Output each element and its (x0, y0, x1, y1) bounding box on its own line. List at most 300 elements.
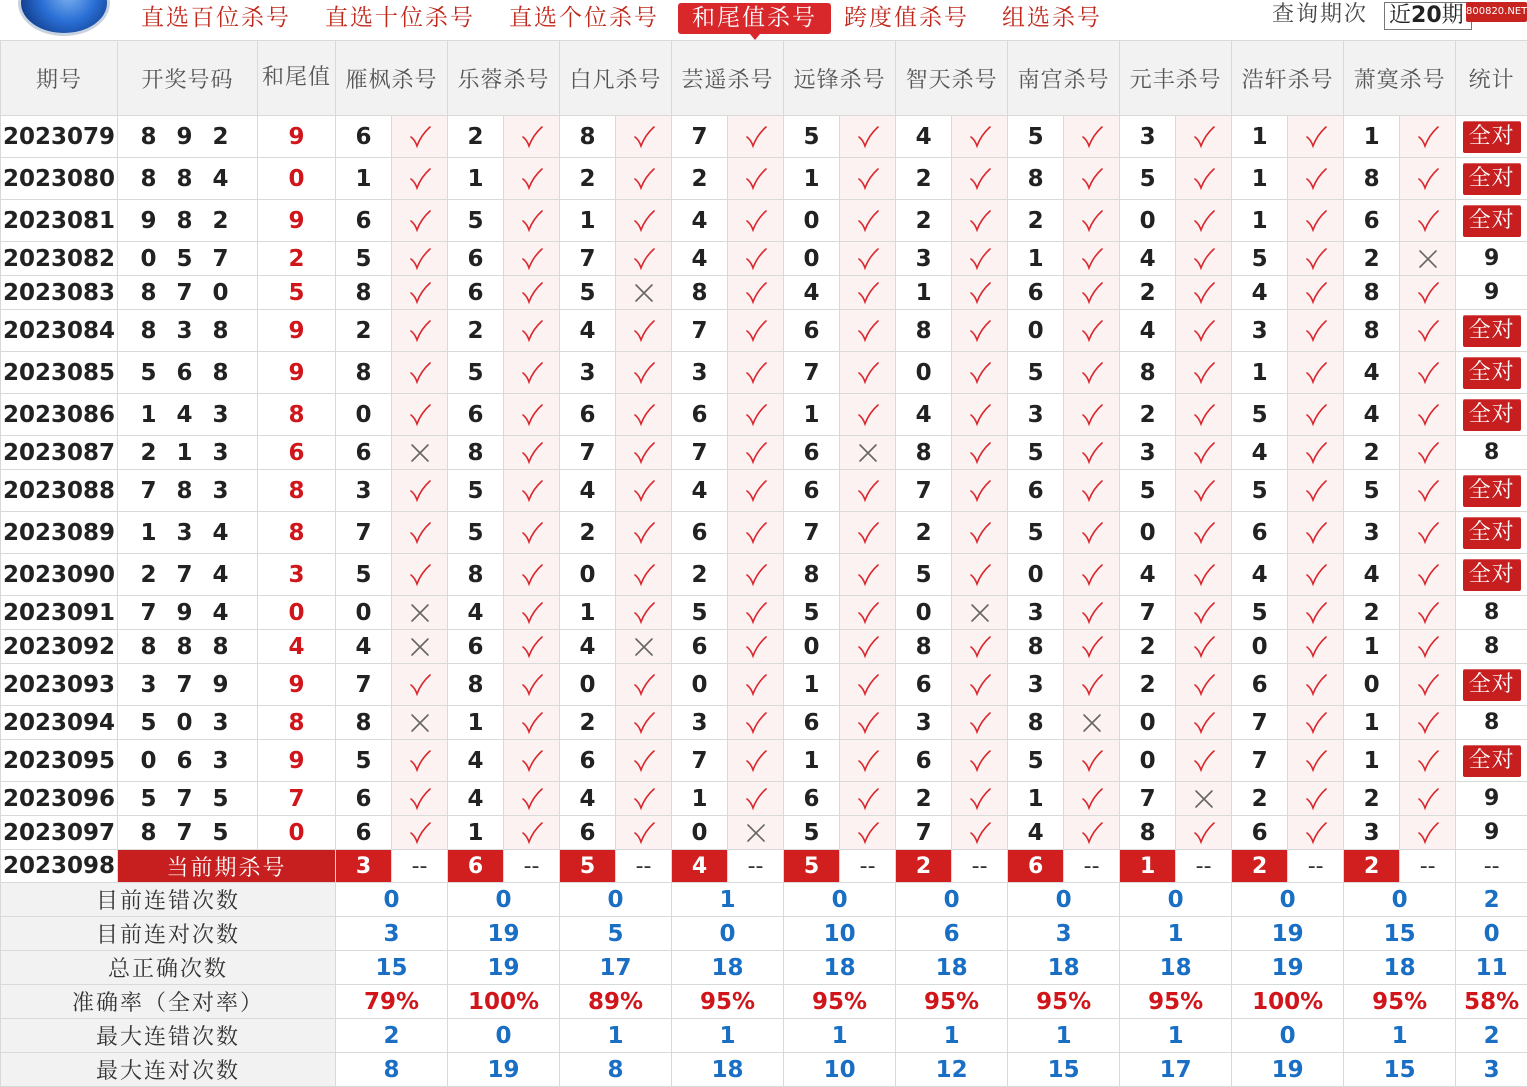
result-cell (1064, 352, 1120, 394)
result-cell (616, 512, 672, 554)
kill-number-cell: 7 (896, 816, 952, 850)
all-correct-badge: 全对 (1463, 205, 1521, 237)
kill-number-cell: 6 (448, 394, 504, 436)
period-select[interactable] (1384, 2, 1472, 30)
kill-number-cell: 8 (1008, 630, 1064, 664)
check-icon (967, 360, 993, 386)
result-cell (952, 276, 1008, 310)
result-cell (728, 554, 784, 596)
result-cell (840, 158, 896, 200)
check-icon (1079, 166, 1105, 192)
check-icon (1415, 166, 1441, 192)
kill-number-cell: 2 (1344, 436, 1400, 470)
summary-value: 79% (336, 985, 448, 1019)
result-cell (392, 352, 448, 394)
kill-number-cell: 2 (672, 554, 728, 596)
draw-number-cell: 1 3 4 (118, 512, 258, 554)
summary-value: 0 (1344, 883, 1456, 917)
check-icon (967, 786, 993, 812)
kill-number-cell: 5 (336, 554, 392, 596)
summary-label: 最大连对次数 (1, 1053, 336, 1087)
check-icon (743, 360, 769, 386)
draw-number-cell: 7 8 3 (118, 470, 258, 512)
check-icon (519, 634, 545, 660)
check-icon (1303, 360, 1329, 386)
table-row (1, 816, 1527, 850)
check-icon (631, 166, 657, 192)
check-icon (1415, 440, 1441, 466)
check-icon (519, 600, 545, 626)
result-cell (1400, 470, 1456, 512)
kill-number-cell: 6 (336, 782, 392, 816)
result-cell (1400, 310, 1456, 352)
check-icon (1303, 748, 1329, 774)
kill-number-cell: 1 (1232, 352, 1288, 394)
current-kill-number: 2 (896, 850, 952, 883)
result-cell (952, 596, 1008, 630)
result-cell (392, 664, 448, 706)
kill-number-cell: 5 (784, 596, 840, 630)
result-cell (1176, 554, 1232, 596)
summary-row (1, 883, 1527, 917)
kill-number-cell: 8 (336, 706, 392, 740)
kill-number-cell: 0 (896, 596, 952, 630)
kill-number-cell: 7 (784, 512, 840, 554)
check-icon (743, 402, 769, 428)
check-icon (743, 520, 769, 546)
check-icon (1415, 634, 1441, 660)
check-icon (743, 710, 769, 736)
kill-number-cell: 1 (1232, 116, 1288, 158)
summary-value: 1 (1120, 917, 1232, 951)
issue-cell: 2023095 (1, 740, 118, 782)
summary-stat-value: 0 (1456, 917, 1527, 951)
result-cell (504, 394, 560, 436)
check-icon (519, 318, 545, 344)
result-cell (1400, 706, 1456, 740)
check-icon (519, 478, 545, 504)
table-row (1, 310, 1527, 352)
result-cell (952, 740, 1008, 782)
result-cell (840, 436, 896, 470)
issue-cell: 2023082 (1, 242, 118, 276)
result-cell (1400, 512, 1456, 554)
check-icon (519, 520, 545, 546)
all-correct-badge: 全对 (1463, 315, 1521, 347)
result-cell (840, 394, 896, 436)
check-icon (1415, 600, 1441, 626)
check-icon (519, 280, 545, 306)
check-icon (1303, 208, 1329, 234)
summary-value: 18 (1344, 951, 1456, 985)
check-icon (631, 748, 657, 774)
table-row (1, 664, 1527, 706)
result-cell (1064, 664, 1120, 706)
result-cell (392, 436, 448, 470)
issue-cell: 2023092 (1, 630, 118, 664)
check-icon (1079, 246, 1105, 272)
kill-number-cell: 1 (672, 782, 728, 816)
kill-number-cell: 5 (1232, 470, 1288, 512)
check-icon (1303, 600, 1329, 626)
result-cell (616, 394, 672, 436)
check-icon (631, 478, 657, 504)
issue-cell: 2023088 (1, 470, 118, 512)
check-icon (1079, 208, 1105, 234)
check-icon (631, 562, 657, 588)
result-cell (840, 554, 896, 596)
result-cell (952, 706, 1008, 740)
kill-number-cell: 6 (448, 630, 504, 664)
check-icon (1415, 748, 1441, 774)
issue-cell: 2023097 (1, 816, 118, 850)
nav-span-kill[interactable]: 跨度值杀号 (844, 3, 969, 33)
check-icon (1191, 246, 1217, 272)
kill-number-cell: 6 (560, 816, 616, 850)
nav-group-kill[interactable]: 组选杀号 (1002, 3, 1102, 33)
current-kill-number: 2 (1232, 850, 1288, 883)
result-cell (1288, 436, 1344, 470)
kill-number-cell: 7 (784, 352, 840, 394)
kill-number-cell: 4 (896, 394, 952, 436)
kill-number-cell: 0 (784, 242, 840, 276)
result-cell (1064, 816, 1120, 850)
kill-number-cell: 5 (560, 276, 616, 310)
draw-number-cell: 9 8 2 (118, 200, 258, 242)
result-cell (504, 310, 560, 352)
summary-value: 89% (560, 985, 672, 1019)
check-icon (743, 562, 769, 588)
kill-number-cell: 2 (1120, 394, 1176, 436)
result-cell (952, 782, 1008, 816)
sum-tail-cell: 8 (258, 394, 336, 436)
current-result-placeholder: -- (728, 850, 784, 883)
kill-number-cell: 5 (448, 200, 504, 242)
check-icon (519, 208, 545, 234)
cross-icon (1415, 246, 1441, 272)
kill-number-cell: 3 (896, 242, 952, 276)
result-cell (728, 200, 784, 242)
check-icon (1303, 634, 1329, 660)
result-cell (1176, 158, 1232, 200)
current-result-placeholder: -- (504, 850, 560, 883)
draw-number-cell: 0 5 7 (118, 242, 258, 276)
header-expert: 远锋杀号 (784, 41, 896, 116)
result-cell (616, 116, 672, 158)
result-cell (1400, 596, 1456, 630)
check-icon (1191, 318, 1217, 344)
result-cell (728, 242, 784, 276)
kill-number-cell: 0 (560, 554, 616, 596)
kill-number-cell: 4 (1344, 352, 1400, 394)
sum-tail-cell: 6 (258, 436, 336, 470)
result-cell (1288, 470, 1344, 512)
issue-cell: 2023079 (1, 116, 118, 158)
result-cell (1064, 116, 1120, 158)
sum-tail-cell: 9 (258, 664, 336, 706)
summary-value: 1 (784, 1019, 896, 1053)
kill-number-cell: 4 (560, 310, 616, 352)
check-icon (855, 402, 881, 428)
summary-value: 17 (560, 951, 672, 985)
check-icon (519, 440, 545, 466)
watermark: 800820.NET (1466, 2, 1527, 22)
check-icon (855, 318, 881, 344)
kill-number-cell: 4 (1232, 554, 1288, 596)
all-correct-badge: 全对 (1463, 121, 1521, 153)
check-icon (743, 280, 769, 306)
kill-number-cell: 5 (448, 352, 504, 394)
issue-cell: 2023089 (1, 512, 118, 554)
result-cell (952, 554, 1008, 596)
kill-number-cell: 5 (1008, 436, 1064, 470)
header-issue: 期号 (1, 41, 118, 116)
check-icon (855, 786, 881, 812)
check-icon (407, 520, 433, 546)
table-row (1, 242, 1527, 276)
result-cell (392, 740, 448, 782)
kill-number-cell: 4 (672, 242, 728, 276)
table-row (1, 512, 1527, 554)
result-cell (504, 352, 560, 394)
summary-value: 1 (1344, 1019, 1456, 1053)
summary-stat-value: 3 (1456, 1053, 1527, 1087)
result-cell (616, 740, 672, 782)
nav-hundreds-kill[interactable]: 直选百位杀号 (141, 3, 291, 33)
result-cell (392, 116, 448, 158)
result-cell (1176, 276, 1232, 310)
check-icon (1415, 402, 1441, 428)
summary-value: 95% (1344, 985, 1456, 1019)
result-cell (1176, 706, 1232, 740)
all-correct-badge: 全对 (1463, 357, 1521, 389)
result-cell (840, 310, 896, 352)
stat-cell (1456, 512, 1527, 554)
check-icon (631, 440, 657, 466)
summary-value: 95% (896, 985, 1008, 1019)
result-cell (840, 352, 896, 394)
check-icon (743, 748, 769, 774)
result-cell (392, 394, 448, 436)
kill-number-cell: 3 (1344, 816, 1400, 850)
result-cell (392, 158, 448, 200)
result-cell (504, 276, 560, 310)
summary-value: 17 (1120, 1053, 1232, 1087)
kill-number-cell: 2 (1232, 782, 1288, 816)
result-cell (840, 816, 896, 850)
table-header-row (1, 41, 1527, 116)
result-cell (616, 470, 672, 512)
summary-value: 19 (1232, 1053, 1344, 1087)
all-correct-badge: 全对 (1463, 163, 1521, 195)
summary-value: 1 (1120, 1019, 1232, 1053)
check-icon (855, 600, 881, 626)
kill-number-cell: 1 (1344, 706, 1400, 740)
check-icon (967, 634, 993, 660)
check-icon (1191, 360, 1217, 386)
table-row (1, 116, 1527, 158)
stat-cell (1456, 554, 1527, 596)
nav-sum-tail-kill[interactable]: 和尾值杀号 (678, 3, 831, 34)
check-icon (1191, 440, 1217, 466)
kill-number-cell: 4 (672, 470, 728, 512)
sum-tail-cell: 4 (258, 630, 336, 664)
summary-value: 18 (1120, 951, 1232, 985)
result-cell (1400, 158, 1456, 200)
summary-value: 0 (1232, 1019, 1344, 1053)
issue-cell: 2023084 (1, 310, 118, 352)
kill-number-cell: 6 (448, 242, 504, 276)
all-correct-badge: 全对 (1463, 745, 1521, 777)
check-icon (855, 280, 881, 306)
summary-value: 8 (560, 1053, 672, 1087)
summary-value: 18 (672, 951, 784, 985)
summary-value: 19 (448, 1053, 560, 1087)
result-cell (1400, 816, 1456, 850)
cross-icon (407, 710, 433, 736)
check-icon (855, 166, 881, 192)
summary-value: 10 (784, 1053, 896, 1087)
kill-number-cell: 4 (784, 276, 840, 310)
draw-number-cell: 2 7 4 (118, 554, 258, 596)
kill-number-cell: 2 (1344, 596, 1400, 630)
check-icon (855, 246, 881, 272)
check-icon (631, 786, 657, 812)
draw-number-cell: 8 8 4 (118, 158, 258, 200)
kill-number-cell: 4 (1120, 554, 1176, 596)
kill-number-cell: 0 (1008, 554, 1064, 596)
result-cell (728, 470, 784, 512)
header-expert: 芸遥杀号 (672, 41, 784, 116)
result-cell (616, 352, 672, 394)
nav-tens-kill[interactable]: 直选十位杀号 (325, 3, 475, 33)
result-cell (1400, 394, 1456, 436)
kill-number-cell: 3 (1008, 596, 1064, 630)
kill-number-cell: 8 (896, 310, 952, 352)
check-icon (1079, 318, 1105, 344)
kill-number-cell: 4 (560, 470, 616, 512)
kill-number-cell: 3 (336, 470, 392, 512)
kill-number-cell: 0 (1344, 664, 1400, 706)
table-row (1, 352, 1527, 394)
check-icon (1415, 208, 1441, 234)
cross-icon (631, 634, 657, 660)
kill-number-cell: 8 (336, 352, 392, 394)
kill-number-cell: 2 (560, 512, 616, 554)
check-icon (631, 124, 657, 150)
check-icon (519, 124, 545, 150)
kill-number-cell: 5 (1120, 158, 1176, 200)
kill-number-cell: 6 (784, 706, 840, 740)
result-cell (952, 512, 1008, 554)
kill-number-cell: 2 (896, 200, 952, 242)
stat-cell (1456, 470, 1527, 512)
result-cell (1064, 310, 1120, 352)
kill-number-cell: 1 (560, 200, 616, 242)
site-logo[interactable] (18, 0, 110, 36)
draw-number-cell: 2 1 3 (118, 436, 258, 470)
check-icon (855, 124, 881, 150)
header-expert: 南宫杀号 (1008, 41, 1120, 116)
kill-number-cell: 8 (1008, 706, 1064, 740)
stat-cell (1456, 664, 1527, 706)
header-stat: 统计 (1456, 41, 1527, 116)
kill-number-cell: 1 (1008, 242, 1064, 276)
kill-number-cell: 6 (336, 436, 392, 470)
current-kill-number: 1 (1120, 850, 1176, 883)
cross-icon (743, 820, 769, 846)
check-icon (631, 360, 657, 386)
kill-number-cell: 0 (1120, 706, 1176, 740)
kill-number-cell: 6 (1344, 200, 1400, 242)
check-icon (1303, 820, 1329, 846)
kill-number-cell: 8 (1344, 276, 1400, 310)
check-icon (1191, 478, 1217, 504)
draw-number-cell: 8 7 5 (118, 816, 258, 850)
check-icon (855, 360, 881, 386)
result-cell (392, 596, 448, 630)
period-value: 20 (1411, 3, 1442, 28)
kill-number-cell: 4 (560, 782, 616, 816)
stat-cell (1456, 352, 1527, 394)
kill-number-cell: 5 (1232, 394, 1288, 436)
result-cell (1176, 630, 1232, 664)
check-icon (1415, 562, 1441, 588)
query-label: 查询期次 (1272, 0, 1368, 30)
kill-number-cell: 3 (672, 352, 728, 394)
header-expert: 浩轩杀号 (1232, 41, 1344, 116)
result-cell (1288, 596, 1344, 630)
nav-units-kill[interactable]: 直选个位杀号 (509, 3, 659, 33)
result-cell (728, 310, 784, 352)
check-icon (743, 600, 769, 626)
result-cell (728, 352, 784, 394)
check-icon (631, 402, 657, 428)
check-icon (519, 166, 545, 192)
check-icon (1303, 562, 1329, 588)
cross-icon (407, 600, 433, 626)
check-icon (631, 246, 657, 272)
result-cell (952, 116, 1008, 158)
check-icon (1079, 124, 1105, 150)
summary-row (1, 917, 1527, 951)
result-cell (840, 706, 896, 740)
result-cell (952, 630, 1008, 664)
result-cell (840, 512, 896, 554)
summary-row (1, 1019, 1527, 1053)
sum-tail-cell: 2 (258, 242, 336, 276)
current-kill-number: 5 (560, 850, 616, 883)
summary-value: 18 (672, 1053, 784, 1087)
result-cell (1176, 242, 1232, 276)
kill-number-cell: 4 (1120, 242, 1176, 276)
check-icon (967, 820, 993, 846)
result-cell (504, 158, 560, 200)
result-cell (1064, 740, 1120, 782)
check-icon (407, 402, 433, 428)
kill-number-cell: 1 (1232, 158, 1288, 200)
kill-number-cell: 3 (1344, 512, 1400, 554)
kill-number-cell: 0 (896, 352, 952, 394)
kill-number-cell: 4 (448, 596, 504, 630)
result-cell (1288, 200, 1344, 242)
summary-value: 3 (1008, 917, 1120, 951)
check-icon (1415, 318, 1441, 344)
top-navigation (0, 0, 1527, 40)
table-row (1, 596, 1527, 630)
summary-value: 3 (336, 917, 448, 951)
kill-number-cell: 5 (448, 512, 504, 554)
